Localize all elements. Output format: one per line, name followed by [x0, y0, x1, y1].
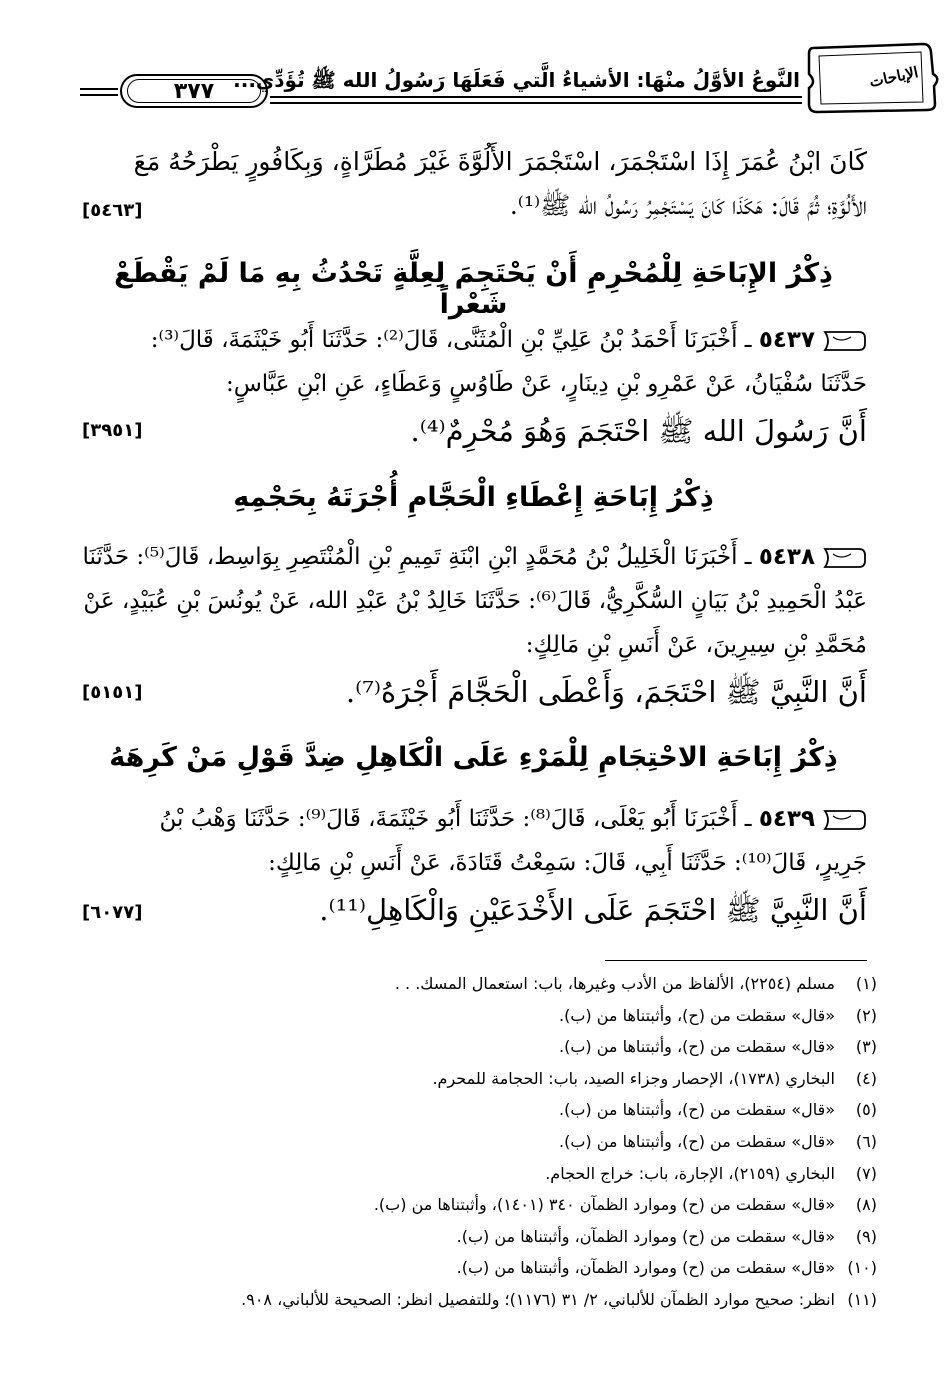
- hadith-reference: [٥٤٦٣]: [82, 200, 143, 221]
- footnote: [90, 1284, 877, 1316]
- hadith-marker-icon: [821, 328, 867, 354]
- footnote-number: (٣): [855, 1037, 877, 1057]
- footnote-number: (٤): [855, 1068, 877, 1088]
- header-rule-left-2: [80, 94, 118, 96]
- hadith-reference: [٥١٥١]: [82, 682, 143, 703]
- footnote-text: انظر: صحيح موارد الظمآن للألباني، ٢/ ٣١ (١١٧٦)؛ وللتفصيل انظر: الصحيحة للألباني، ٩٠٨.: [241, 1289, 835, 1309]
- text-line: مُحَمَّدِ بْنِ سِيرِينَ، عَنْ أَنَسِ بْنِ مَالِكٍ:: [525, 632, 867, 658]
- header-rule-left: [80, 88, 118, 90]
- page-number-box: [120, 74, 268, 108]
- footnote-text: «قال» سقطت من (ح) وموارد الظمآن، وأثبتناها من (ب).: [456, 1258, 835, 1278]
- text-line: عَبْدُ الْحَمِيدِ بْنُ بَيَانٍ السُّكَّرِيُّ، قَالَ⁽⁶⁾: حَدَّثَنَا خَالِدُ بْنُ عَبْدِ الله، عَنْ يُونُسَ بْنِ عُبَيْدٍ، عَنْ: [83, 588, 867, 614]
- text-line: حَدَّثَنَا سُفْيَانُ، عَنْ عَمْرِو بْنِ دِينَارٍ، عَنْ طَاوُسٍ وَعَطَاءٍ، عَنِ ابْنِ عَبَّاسٍ:: [225, 371, 867, 397]
- matn-line: أَنَّ النَّبِيَّ ﷺ احْتَجَمَ، وَأَعْطَى الْحَجَّامَ أَجْرَهُ⁽⁷⁾.: [345, 675, 867, 709]
- isnad-line: [80, 535, 867, 579]
- footnotes: [90, 968, 877, 1316]
- footnote-number: (٧): [855, 1163, 877, 1183]
- footnote-number: (٢): [855, 1005, 877, 1025]
- text-line: ـ أَخْبَرَنَا الْخَلِيلُ بْنُ مُحَمَّدٍ ابْنِ ابْنَةِ تَمِيمِ بْنِ الْمُنْتَصِرِ بِوَاسِط، قَالَ⁽⁵⁾: حَدَّثَنَا: [82, 544, 752, 570]
- section-heading: ذِكْرُ إِبَاحَةِ الاحْتِجَامِ لِلْمَرْءِ عَلَى الْكَاهِلِ ضِدَّ قَوْلِ مَنْ كَرِهَهُ: [109, 742, 838, 773]
- footnote-number: (٩): [855, 1226, 877, 1246]
- footnote: [90, 1031, 877, 1063]
- text-line: الأَلُوَّةِ؛ ثُمَّ قَالَ: هَكَذَا كَانَ يَسْتَجْمِرُ رَسُولُ الله ﷺ⁽¹⁾.: [509, 191, 867, 220]
- hadith-reference: [٣٩٥١]: [82, 420, 143, 441]
- footnote-text: مسلم (٢٢٥٤)، الألفاظ من الأدب وغيرها، باب: استعمال المسك. . .: [394, 974, 835, 993]
- hadith-number: ٥٤٣٩: [758, 806, 815, 832]
- footnote-number: (٦): [855, 1131, 877, 1151]
- text-line: ـ أَخْبَرَنَا أَحْمَدُ بْنُ عَلِيِّ بْنِ الْمُثَنَّى، قَالَ⁽²⁾: حَدَّثَنَا أَبُو خَيْثَمَةَ، قَالَ⁽³⁾:: [150, 327, 752, 353]
- footnote: [90, 1189, 877, 1221]
- footnote-separator: [605, 960, 867, 961]
- section-heading: ذِكْرُ الإِبَاحَةِ لِلْمُحْرِمِ أَنْ يَحْتَجِمَ لِعِلَّةٍ تَحْدُثُ بِهِ مَا لَمْ يَقْطَعْ شَعْراً: [114, 258, 833, 320]
- hadith-number: ٥٤٣٨: [758, 544, 815, 570]
- text-line: جَرِيرٍ، قَالَ⁽¹⁰⁾: حَدَّثَنَا أَبِي، قَالَ: سَمِعْتُ قَتَادَةَ، عَنْ أَنَسِ بْنِ مَالِكٍ:: [268, 850, 867, 876]
- footnote: [90, 1126, 877, 1158]
- isnad-line: [80, 318, 867, 362]
- footnote-text: «قال» سقطت من (ح)، وأثبتناها من (ب).: [559, 1037, 835, 1057]
- footnote-number: (٥): [855, 1100, 877, 1120]
- hadith-block: [80, 535, 867, 717]
- footnote: [90, 1221, 877, 1253]
- isnad-line: [80, 797, 867, 841]
- hadith-marker-icon: [821, 545, 867, 571]
- header-rule-right-2: [270, 102, 802, 104]
- footnote: [90, 1158, 877, 1190]
- footnote-text: البخاري (٢١٥٩)، الإجارة، باب: خراج الحجام.: [545, 1163, 835, 1183]
- hadith-block: [80, 797, 867, 935]
- footnote: [90, 1063, 877, 1095]
- chapter-tab-label: الإباحات: [867, 63, 920, 91]
- footnote-text: «قال» سقطت من (ح)، وأثبتناها من (ب).: [559, 1131, 835, 1151]
- hadith-block: [80, 318, 867, 456]
- footnote: [90, 1000, 877, 1032]
- header-rule-right: [270, 96, 802, 98]
- running-title: النَّوعُ الأوَّلُ منْهَا: الأشياءُ الَّتي فَعَلَهَا رَسُولُ الله ﷺ تُؤَدِّي...: [233, 68, 800, 92]
- footnote: [90, 1252, 877, 1284]
- text-line: ـ أَخْبَرَنَا أَبُو يَعْلَى، قَالَ⁽⁸⁾: حَدَّثَنَا أَبُو خَيْثَمَةَ، قَالَ⁽⁹⁾: حَدَّثَنَا وَهْبُ بْنُ: [159, 806, 752, 832]
- text-continuation: [80, 140, 867, 228]
- matn-line: أَنَّ رَسُولَ الله ﷺ احْتَجَمَ وَهُوَ مُحْرِمٌ⁽⁴⁾.: [410, 414, 867, 448]
- hadith-reference: [٦٠٧٧]: [82, 902, 143, 923]
- footnote: [90, 968, 877, 1000]
- text-line: كَانَ ابْنُ عُمَرَ إِذَا اسْتَجْمَرَ، اسْتَجْمَرَ الأَلُوَّةَ غَيْرَ مُطَرَّاةٍ، وَبِكَافُورٍ يَطْرَحُهُ مَعَ: [133, 147, 867, 176]
- footnote-text: البخاري (١٧٣٨)، الإحصار وجزاء الصيد، باب: الحجامة للمحرم.: [432, 1068, 835, 1088]
- matn-line: أَنَّ النَّبِيَّ ﷺ احْتَجَمَ عَلَى الأَخْدَعَيْنِ وَالْكَاهِلِ⁽¹¹⁾.: [319, 893, 867, 927]
- footnote-text: «قال» سقطت من (ح) وموارد الظمآن، وأثبتناها من (ب).: [456, 1226, 835, 1246]
- footnote-number: (٨): [855, 1195, 877, 1215]
- footnote-text: «قال» سقطت من (ح)، وأثبتناها من (ب).: [559, 1100, 835, 1120]
- hadith-marker-icon: [821, 807, 867, 833]
- footnote-number: (١): [855, 974, 877, 993]
- section-heading: ذِكْرُ إِبَاحَةِ إِعْطَاءِ الْحَجَّامِ أُجْرَتَهُ بِحَجْمِهِ: [233, 482, 714, 513]
- page-number: ٣٧٧: [127, 79, 261, 103]
- footnote-number: (١٠): [847, 1258, 877, 1278]
- footnote: [90, 1094, 877, 1126]
- footnote-text: «قال» سقطت من (ح) وموارد الظمآن ٣٤٠ (١٤٠١)، وأثبتناها من (ب).: [373, 1195, 835, 1215]
- footnote-number: (١١): [847, 1289, 877, 1309]
- page-header: [70, 38, 940, 118]
- hadith-number: ٥٤٣٧: [758, 327, 815, 353]
- footnote-text: «قال» سقطت من (ح)، وأثبتناها من (ب).: [559, 1005, 835, 1025]
